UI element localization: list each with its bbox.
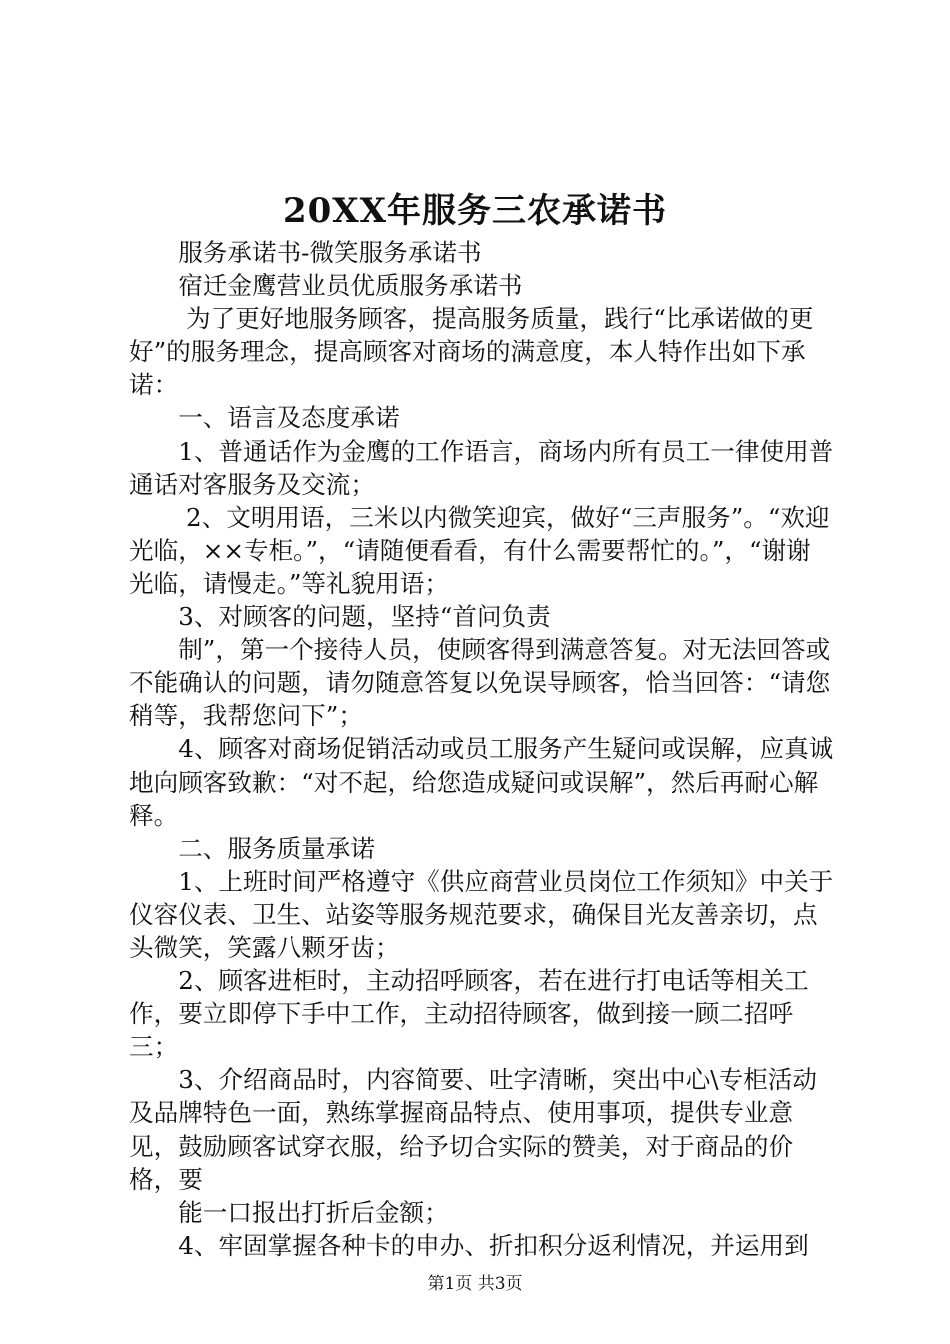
- paragraph: 4、牢固掌握各种卡的申办、折扣积分返利情况，并运用到: [129, 1230, 809, 1260]
- paragraph: 为了更好地服务顾客，提高服务质量，践行“比承诺做的更好”的服务理念，提高顾客对商场的满意度，本人特作出如下承诺：: [129, 304, 814, 400]
- page-number-footer: 第1页 共3页: [427, 1274, 523, 1294]
- document-title: 20XX年服务三农承诺书: [282, 191, 668, 231]
- paragraph: 1、普通话作为金鹰的工作语言，商场内所有员工一律使用普通话对客服务及交流；: [129, 436, 834, 499]
- document-body: [129, 236, 835, 1262]
- paragraph: 1、上班时间严格遵守《供应商营业员岗位工作须知》中关于仪容仪表、卫生、站姿等服务规范要求，确保目光友善亲切，点头微笑，笑露八颗牙齿；: [129, 866, 834, 962]
- paragraph: 3、对顾客的问题，坚持“首问负责: [129, 602, 551, 632]
- paragraph: 制”，第一个接待人员，使顾客得到满意答复。对无法回答或不能确认的问题，请勿随意答复以免误导顾客，恰当回答：“请您稍等，我帮您问下”；: [129, 635, 831, 731]
- paragraph: 4、顾客对商场促销活动或员工服务产生疑问或误解，应真诚地向顾客致歉：“对不起，给您造成疑问或误解”，然后再耐心解释。: [129, 734, 834, 830]
- paragraph: 宿迁金鹰营业员优质服务承诺书: [129, 271, 523, 301]
- paragraph: 2、文明用语，三米以内微笑迎宾，做好“三声服务”。“欢迎光临，××专柜。”，“请随便看看，有什么需要帮忙的。”，“谢谢光临，请慢走。”等礼貌用语；: [129, 502, 830, 598]
- section-heading: 二、服务质量承诺: [129, 833, 375, 863]
- paragraph: 2、顾客进柜时，主动招呼顾客，若在进行打电话等相关工作，要立即停下手中工作，主动招待顾客，做到接一顾二招呼三；: [129, 966, 809, 1062]
- paragraph: 能一口报出打折后金额；: [129, 1197, 449, 1227]
- section-heading: 一、语言及态度承诺: [129, 403, 400, 433]
- paragraph: 服务承诺书-微笑服务承诺书: [129, 238, 482, 267]
- paragraph: 3、介绍商品时，内容简要、吐字清晰，突出中心\专柜活动及品牌特色一面，熟练掌握商品特点、使用事项，提供专业意见，鼓励顾客试穿衣服，给予切合实际的赞美，对于商品的价格，要: [129, 1065, 817, 1194]
